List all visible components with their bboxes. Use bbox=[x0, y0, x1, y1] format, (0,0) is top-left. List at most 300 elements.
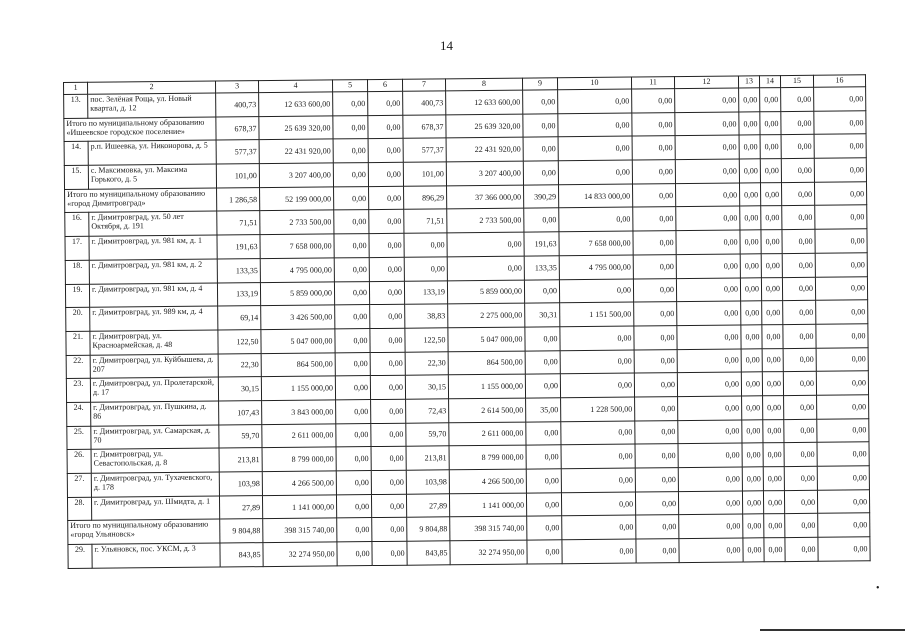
value-cell-c14: 0,00 bbox=[760, 135, 781, 159]
value-cell-c13: 0,00 bbox=[739, 135, 760, 159]
value-cell-c16: 0,00 bbox=[818, 537, 870, 561]
value-cell-c14: 0,00 bbox=[762, 301, 783, 325]
value-cell-c9: 0,00 bbox=[523, 113, 558, 137]
value-cell-c8: 864 500,00 bbox=[448, 351, 525, 375]
column-header-1: 1 bbox=[64, 82, 88, 94]
value-cell-c12: 0,00 bbox=[675, 112, 739, 136]
value-cell-c10: 14 833 000,00 bbox=[559, 184, 633, 208]
address-cell: г. Димитровград, ул. Севастопольская, д. 8 bbox=[91, 448, 219, 473]
column-header-14: 14 bbox=[759, 76, 780, 88]
value-cell-c12: 0,00 bbox=[676, 254, 740, 278]
table-body bbox=[64, 87, 871, 568]
value-cell-c7: 27,89 bbox=[406, 493, 449, 517]
value-cell-c5: 0,00 bbox=[335, 328, 370, 352]
value-cell-c10: 0,00 bbox=[559, 279, 633, 303]
value-cell-c12: 0,00 bbox=[676, 278, 740, 302]
value-cell-c9: 390,29 bbox=[524, 184, 559, 208]
value-cell-c12: 0,00 bbox=[678, 443, 742, 467]
value-cell-c4: 3 843 000,00 bbox=[262, 400, 336, 424]
value-cell-c15: 0,00 bbox=[781, 87, 814, 111]
value-cell-c7: 400,73 bbox=[403, 91, 446, 115]
value-cell-c6: 0,00 bbox=[370, 352, 405, 376]
value-cell-c5: 0,00 bbox=[337, 518, 372, 542]
value-cell-c7: 0,00 bbox=[404, 257, 447, 281]
value-cell-c14: 0,00 bbox=[763, 467, 784, 491]
value-cell-c10: 0,00 bbox=[562, 515, 636, 539]
value-cell-c15: 0,00 bbox=[783, 324, 816, 348]
value-cell-c3: 678,37 bbox=[216, 116, 259, 140]
address-cell: г. Димитровград, ул. 989 км, д. 4 bbox=[90, 306, 218, 331]
value-cell-c15: 0,00 bbox=[781, 182, 814, 206]
column-header-5: 5 bbox=[332, 80, 367, 92]
value-cell-c10: 1 151 500,00 bbox=[560, 302, 634, 326]
column-header-6: 6 bbox=[367, 79, 402, 91]
address-cell: г. Димитровград, ул. Пушкина, д. 86 bbox=[91, 401, 219, 426]
value-cell-c13: 0,00 bbox=[740, 254, 761, 278]
value-cell-c4: 7 658 000,00 bbox=[260, 234, 334, 258]
value-cell-c11: 0,00 bbox=[634, 373, 677, 397]
value-cell-c12: 0,00 bbox=[679, 538, 743, 562]
column-header-3: 3 bbox=[215, 81, 258, 93]
value-cell-c11: 0,00 bbox=[634, 302, 677, 326]
row-number: 14. bbox=[64, 142, 88, 166]
value-cell-c6: 0,00 bbox=[369, 257, 404, 281]
column-header-10: 10 bbox=[557, 77, 631, 90]
value-cell-c16: 0,00 bbox=[817, 442, 869, 466]
row-number: 27. bbox=[67, 473, 91, 497]
value-cell-c12: 0,00 bbox=[677, 349, 741, 373]
value-cell-c14: 0,00 bbox=[761, 206, 782, 230]
value-cell-c5: 0,00 bbox=[336, 423, 371, 447]
value-cell-c13: 0,00 bbox=[740, 230, 761, 254]
value-cell-c7: 101,00 bbox=[403, 162, 446, 186]
value-cell-c16: 0,00 bbox=[818, 513, 870, 537]
value-cell-c7: 103,98 bbox=[406, 470, 449, 494]
value-cell-c4: 32 274 950,00 bbox=[263, 542, 337, 566]
value-cell-c3: 191,63 bbox=[217, 235, 260, 259]
value-cell-c16: 0,00 bbox=[817, 395, 869, 419]
value-cell-c14: 0,00 bbox=[761, 253, 782, 277]
column-header-8: 8 bbox=[445, 78, 522, 91]
value-cell-c13: 0,00 bbox=[740, 277, 761, 301]
value-cell-c7: 122,50 bbox=[405, 328, 448, 352]
row-number: 25. bbox=[67, 426, 91, 450]
value-cell-c4: 5 047 000,00 bbox=[261, 329, 335, 353]
value-cell-c16: 0,00 bbox=[814, 158, 866, 182]
value-cell-c16: 0,00 bbox=[817, 489, 869, 513]
value-cell-c10: 4 795 000,00 bbox=[559, 255, 633, 279]
value-cell-c15: 0,00 bbox=[783, 300, 816, 324]
value-cell-c15: 0,00 bbox=[782, 229, 815, 253]
address-cell: г. Димитровград, ул. Красноармейская, д. 48 bbox=[90, 330, 218, 355]
address-cell: г. Димитровград, ул. 50 лет Октября, д. 191 bbox=[89, 211, 217, 236]
value-cell-c7: 0,00 bbox=[404, 233, 447, 257]
value-cell-c13: 0,00 bbox=[742, 467, 763, 491]
row-number: 19. bbox=[65, 284, 89, 308]
value-cell-c4: 3 426 500,00 bbox=[261, 305, 335, 329]
value-cell-c3: 22,30 bbox=[218, 353, 261, 377]
value-cell-c9: 0,00 bbox=[525, 374, 560, 398]
value-cell-c12: 0,00 bbox=[677, 325, 741, 349]
value-cell-c5: 0,00 bbox=[333, 139, 368, 163]
value-cell-c14: 0,00 bbox=[763, 419, 784, 443]
address-cell: с. Максимовка, ул. Максима Горького, д. 5 bbox=[88, 164, 216, 189]
value-cell-c6: 0,00 bbox=[369, 281, 404, 305]
value-cell-c11: 0,00 bbox=[633, 207, 676, 231]
value-cell-c12: 0,00 bbox=[677, 372, 741, 396]
row-number: 13. bbox=[64, 94, 88, 118]
address-cell: г. Димитровград, ул. 981 км, д. 4 bbox=[89, 283, 217, 308]
value-cell-c6: 0,00 bbox=[368, 162, 403, 186]
value-cell-c9: 133,35 bbox=[524, 256, 559, 280]
value-cell-c10: 0,00 bbox=[560, 326, 634, 350]
column-header-12: 12 bbox=[674, 76, 738, 89]
value-cell-c3: 9 804,88 bbox=[220, 519, 263, 543]
value-cell-c14: 0,00 bbox=[762, 348, 783, 372]
value-cell-c11: 0,00 bbox=[633, 278, 676, 302]
value-cell-c16: 0,00 bbox=[815, 229, 867, 253]
value-cell-c11: 0,00 bbox=[635, 468, 678, 492]
address-cell: г. Димитровград, ул. 981 км, д. 1 bbox=[89, 235, 217, 260]
value-cell-c5: 0,00 bbox=[333, 92, 368, 116]
scan-edge-line bbox=[760, 629, 905, 631]
value-cell-c11: 0,00 bbox=[632, 89, 675, 113]
value-cell-c11: 0,00 bbox=[636, 539, 679, 563]
column-header-7: 7 bbox=[402, 79, 445, 91]
column-header-13: 13 bbox=[738, 76, 759, 88]
value-cell-c6: 0,00 bbox=[370, 328, 405, 352]
value-cell-c6: 0,00 bbox=[369, 233, 404, 257]
value-cell-c12: 0,00 bbox=[678, 467, 742, 491]
value-cell-c9: 0,00 bbox=[526, 469, 561, 493]
row-number: 24. bbox=[67, 402, 91, 426]
value-cell-c12: 0,00 bbox=[678, 420, 742, 444]
subtotal-label: Итого по муниципальному образованию «город Димитровград» bbox=[65, 188, 217, 213]
value-cell-c4: 864 500,00 bbox=[261, 352, 335, 376]
value-cell-c12: 0,00 bbox=[678, 491, 742, 515]
value-cell-c7: 678,37 bbox=[403, 115, 446, 139]
value-cell-c5: 0,00 bbox=[337, 542, 372, 566]
value-cell-c4: 4 795 000,00 bbox=[260, 258, 334, 282]
value-cell-c16: 0,00 bbox=[814, 110, 866, 134]
address-cell: г. Димитровград, ул. Куйбышева, д. 207 bbox=[90, 354, 218, 379]
value-cell-c9: 191,63 bbox=[524, 232, 559, 256]
row-number: 21. bbox=[66, 331, 90, 355]
value-cell-c13: 0,00 bbox=[741, 348, 762, 372]
value-cell-c10: 0,00 bbox=[561, 421, 635, 445]
value-cell-c16: 0,00 bbox=[817, 418, 869, 442]
value-cell-c8: 22 431 920,00 bbox=[446, 137, 523, 161]
value-cell-c5: 0,00 bbox=[336, 399, 371, 423]
value-cell-c11: 0,00 bbox=[635, 397, 678, 421]
value-cell-c5: 0,00 bbox=[335, 376, 370, 400]
value-cell-c3: 59,70 bbox=[219, 424, 262, 448]
value-cell-c9: 0,00 bbox=[523, 161, 558, 185]
value-cell-c5: 0,00 bbox=[335, 352, 370, 376]
value-cell-c5: 0,00 bbox=[333, 163, 368, 187]
value-cell-c7: 9 804,88 bbox=[407, 517, 450, 541]
value-cell-c5: 0,00 bbox=[334, 234, 369, 258]
housing-program-table bbox=[63, 74, 871, 568]
value-cell-c7: 38,83 bbox=[405, 304, 448, 328]
value-cell-c4: 1 141 000,00 bbox=[262, 495, 336, 519]
value-cell-c7: 71,51 bbox=[404, 209, 447, 233]
value-cell-c6: 0,00 bbox=[371, 399, 406, 423]
address-cell: г. Димитровград, ул. Шмидта, д. 1 bbox=[91, 496, 219, 521]
value-cell-c5: 0,00 bbox=[335, 305, 370, 329]
value-cell-c9: 0,00 bbox=[524, 279, 559, 303]
column-header-15: 15 bbox=[780, 75, 813, 87]
value-cell-c4: 398 315 740,00 bbox=[263, 518, 337, 542]
row-number: 15. bbox=[64, 165, 88, 189]
value-cell-c15: 0,00 bbox=[781, 111, 814, 135]
value-cell-c3: 843,85 bbox=[220, 543, 263, 567]
value-cell-c3: 27,89 bbox=[219, 495, 262, 519]
value-cell-c7: 213,81 bbox=[406, 446, 449, 470]
address-cell: р.п. Ишеевка, ул. Никонорова, д. 5 bbox=[88, 140, 216, 165]
value-cell-c16: 0,00 bbox=[815, 276, 867, 300]
address-cell: г. Димитровград, ул. Тухачевского, д. 178 bbox=[91, 472, 219, 497]
value-cell-c3: 133,19 bbox=[217, 282, 260, 306]
row-number: 17. bbox=[65, 236, 89, 260]
value-cell-c14: 0,00 bbox=[761, 230, 782, 254]
value-cell-c4: 25 639 320,00 bbox=[259, 116, 333, 140]
value-cell-c11: 0,00 bbox=[634, 349, 677, 373]
value-cell-c6: 0,00 bbox=[368, 115, 403, 139]
row-number: 28. bbox=[67, 497, 91, 521]
value-cell-c13: 0,00 bbox=[739, 159, 760, 183]
value-cell-c14: 0,00 bbox=[763, 396, 784, 420]
row-number: 16. bbox=[65, 213, 89, 237]
value-cell-c15: 0,00 bbox=[782, 206, 815, 230]
value-cell-c5: 0,00 bbox=[336, 447, 371, 471]
value-cell-c15: 0,00 bbox=[784, 443, 817, 467]
row-number: 22. bbox=[66, 355, 90, 379]
value-cell-c9: 0,00 bbox=[526, 445, 561, 469]
value-cell-c11: 0,00 bbox=[632, 136, 675, 160]
value-cell-c8: 8 799 000,00 bbox=[449, 445, 526, 469]
address-cell: г. Димитровград, ул. Пролетарской, д. 17 bbox=[90, 377, 218, 402]
value-cell-c6: 0,00 bbox=[372, 541, 407, 565]
value-cell-c10: 0,00 bbox=[562, 539, 636, 563]
row-number: 18. bbox=[65, 260, 89, 284]
address-cell: г. Димитровград, ул. Самарская, д. 70 bbox=[91, 425, 219, 450]
value-cell-c15: 0,00 bbox=[784, 419, 817, 443]
value-cell-c14: 0,00 bbox=[764, 514, 785, 538]
value-cell-c10: 0,00 bbox=[560, 373, 634, 397]
value-cell-c8: 37 366 000,00 bbox=[447, 185, 524, 209]
value-cell-c13: 0,00 bbox=[741, 325, 762, 349]
value-cell-c13: 0,00 bbox=[741, 301, 762, 325]
value-cell-c13: 0,00 bbox=[743, 514, 764, 538]
value-cell-c14: 0,00 bbox=[763, 443, 784, 467]
value-cell-c11: 0,00 bbox=[633, 183, 676, 207]
value-cell-c4: 22 431 920,00 bbox=[259, 139, 333, 163]
value-cell-c5: 0,00 bbox=[334, 186, 369, 210]
value-cell-c4: 52 199 000,00 bbox=[260, 187, 334, 211]
row-number: 23. bbox=[66, 379, 90, 403]
value-cell-c7: 843,85 bbox=[407, 541, 450, 565]
value-cell-c4: 12 633 600,00 bbox=[259, 92, 333, 116]
value-cell-c5: 0,00 bbox=[333, 115, 368, 139]
value-cell-c13: 0,00 bbox=[739, 183, 760, 207]
value-cell-c6: 0,00 bbox=[368, 139, 403, 163]
value-cell-c5: 0,00 bbox=[334, 281, 369, 305]
value-cell-c8: 5 047 000,00 bbox=[448, 327, 525, 351]
value-cell-c9: 0,00 bbox=[523, 90, 558, 114]
value-cell-c14: 0,00 bbox=[760, 182, 781, 206]
value-cell-c10: 0,00 bbox=[559, 207, 633, 231]
address-cell: пос. Зелёная Роща, ул. Новый квартал, д. 12 bbox=[88, 93, 216, 118]
value-cell-c14: 0,00 bbox=[762, 372, 783, 396]
subtotal-label: Итого по муниципальному образованию «Ишеевское городское поселение» bbox=[64, 117, 216, 142]
value-cell-c14: 0,00 bbox=[764, 538, 785, 562]
value-cell-c12: 0,00 bbox=[675, 135, 739, 159]
value-cell-c12: 0,00 bbox=[675, 159, 739, 183]
row-number: 29. bbox=[68, 544, 92, 568]
address-cell: г. Ульяновск, пос. УКСМ, д. 3 bbox=[92, 543, 220, 568]
value-cell-c13: 0,00 bbox=[742, 490, 763, 514]
value-cell-c9: 30,31 bbox=[525, 303, 560, 327]
value-cell-c11: 0,00 bbox=[636, 515, 679, 539]
value-cell-c5: 0,00 bbox=[334, 257, 369, 281]
value-cell-c9: 0,00 bbox=[525, 327, 560, 351]
value-cell-c3: 101,00 bbox=[216, 164, 259, 188]
value-cell-c10: 0,00 bbox=[561, 468, 635, 492]
value-cell-c4: 1 155 000,00 bbox=[261, 376, 335, 400]
value-cell-c14: 0,00 bbox=[760, 111, 781, 135]
value-cell-c7: 133,19 bbox=[404, 280, 447, 304]
value-cell-c10: 0,00 bbox=[558, 113, 632, 137]
value-cell-c4: 2 611 000,00 bbox=[262, 424, 336, 448]
value-cell-c13: 0,00 bbox=[739, 112, 760, 136]
row-number: 26. bbox=[67, 450, 91, 474]
column-header-2: 2 bbox=[88, 81, 216, 94]
value-cell-c15: 0,00 bbox=[785, 537, 818, 561]
value-cell-c11: 0,00 bbox=[633, 254, 676, 278]
value-cell-c6: 0,00 bbox=[370, 304, 405, 328]
value-cell-c8: 398 315 740,00 bbox=[450, 516, 527, 540]
value-cell-c12: 0,00 bbox=[678, 396, 742, 420]
value-cell-c9: 35,00 bbox=[526, 398, 561, 422]
value-cell-c3: 71,51 bbox=[217, 211, 260, 235]
value-cell-c11: 0,00 bbox=[633, 231, 676, 255]
value-cell-c8: 2 733 500,00 bbox=[447, 209, 524, 233]
value-cell-c10: 0,00 bbox=[561, 492, 635, 516]
value-cell-c7: 577,37 bbox=[403, 138, 446, 162]
value-cell-c11: 0,00 bbox=[635, 444, 678, 468]
value-cell-c4: 3 207 400,00 bbox=[259, 163, 333, 187]
value-cell-c11: 0,00 bbox=[634, 325, 677, 349]
value-cell-c9: 0,00 bbox=[526, 492, 561, 516]
value-cell-c15: 0,00 bbox=[781, 135, 814, 159]
value-cell-c6: 0,00 bbox=[369, 210, 404, 234]
value-cell-c9: 0,00 bbox=[524, 208, 559, 232]
value-cell-c15: 0,00 bbox=[782, 253, 815, 277]
value-cell-c13: 0,00 bbox=[743, 538, 764, 562]
subtotal-label: Итого по муниципальному образованию «город Ульяновск» bbox=[68, 519, 220, 544]
value-cell-c13: 0,00 bbox=[742, 419, 763, 443]
value-cell-c14: 0,00 bbox=[763, 490, 784, 514]
value-cell-c11: 0,00 bbox=[632, 160, 675, 184]
value-cell-c3: 107,43 bbox=[219, 401, 262, 425]
value-cell-c16: 0,00 bbox=[816, 300, 868, 324]
value-cell-c10: 0,00 bbox=[558, 89, 632, 113]
value-cell-c5: 0,00 bbox=[334, 210, 369, 234]
value-cell-c4: 2 733 500,00 bbox=[260, 210, 334, 234]
value-cell-c3: 133,35 bbox=[217, 258, 260, 282]
value-cell-c12: 0,00 bbox=[677, 301, 741, 325]
value-cell-c3: 577,37 bbox=[216, 140, 259, 164]
value-cell-c8: 2 611 000,00 bbox=[449, 422, 526, 446]
value-cell-c10: 0,00 bbox=[558, 136, 632, 160]
value-cell-c4: 8 799 000,00 bbox=[262, 447, 336, 471]
row-number: 20. bbox=[66, 307, 90, 331]
value-cell-c7: 59,70 bbox=[406, 422, 449, 446]
value-cell-c6: 0,00 bbox=[369, 186, 404, 210]
value-cell-c12: 0,00 bbox=[676, 183, 740, 207]
value-cell-c16: 0,00 bbox=[816, 371, 868, 395]
value-cell-c13: 0,00 bbox=[742, 396, 763, 420]
value-cell-c8: 1 141 000,00 bbox=[449, 493, 526, 517]
column-header-9: 9 bbox=[522, 78, 557, 90]
value-cell-c14: 0,00 bbox=[760, 159, 781, 183]
value-cell-c8: 3 207 400,00 bbox=[446, 161, 523, 185]
value-cell-c11: 0,00 bbox=[632, 112, 675, 136]
value-cell-c3: 103,98 bbox=[219, 472, 262, 496]
value-cell-c8: 1 155 000,00 bbox=[448, 374, 525, 398]
value-cell-c8: 4 266 500,00 bbox=[449, 469, 526, 493]
value-cell-c9: 0,00 bbox=[523, 137, 558, 161]
value-cell-c5: 0,00 bbox=[336, 494, 371, 518]
value-cell-c6: 0,00 bbox=[371, 494, 406, 518]
value-cell-c6: 0,00 bbox=[371, 447, 406, 471]
value-cell-c11: 0,00 bbox=[635, 420, 678, 444]
value-cell-c9: 0,00 bbox=[526, 421, 561, 445]
value-cell-c6: 0,00 bbox=[372, 518, 407, 542]
column-header-4: 4 bbox=[258, 80, 332, 93]
value-cell-c15: 0,00 bbox=[781, 158, 814, 182]
value-cell-c10: 7 658 000,00 bbox=[559, 231, 633, 255]
value-cell-c7: 30,15 bbox=[405, 375, 448, 399]
value-cell-c8: 2 275 000,00 bbox=[448, 303, 525, 327]
value-cell-c3: 1 286,58 bbox=[217, 187, 260, 211]
value-cell-c8: 2 614 500,00 bbox=[449, 398, 526, 422]
column-header-11: 11 bbox=[631, 77, 674, 89]
value-cell-c15: 0,00 bbox=[785, 514, 818, 538]
value-cell-c8: 0,00 bbox=[447, 232, 524, 256]
value-cell-c9: 0,00 bbox=[527, 516, 562, 540]
value-cell-c12: 0,00 bbox=[675, 88, 739, 112]
value-cell-c4: 5 859 000,00 bbox=[260, 281, 334, 305]
value-cell-c16: 0,00 bbox=[814, 182, 866, 206]
value-cell-c10: 1 228 500,00 bbox=[561, 397, 635, 421]
value-cell-c14: 0,00 bbox=[760, 88, 781, 112]
value-cell-c6: 0,00 bbox=[371, 470, 406, 494]
value-cell-c13: 0,00 bbox=[739, 88, 760, 112]
value-cell-c3: 69,14 bbox=[218, 306, 261, 330]
value-cell-c15: 0,00 bbox=[783, 372, 816, 396]
value-cell-c10: 0,00 bbox=[558, 160, 632, 184]
value-cell-c7: 72,43 bbox=[406, 399, 449, 423]
value-cell-c16: 0,00 bbox=[816, 347, 868, 371]
value-cell-c9: 0,00 bbox=[525, 350, 560, 374]
value-cell-c3: 30,15 bbox=[218, 377, 261, 401]
value-cell-c16: 0,00 bbox=[817, 466, 869, 490]
value-cell-c14: 0,00 bbox=[762, 324, 783, 348]
column-header-16: 16 bbox=[813, 75, 865, 87]
value-cell-c13: 0,00 bbox=[742, 443, 763, 467]
